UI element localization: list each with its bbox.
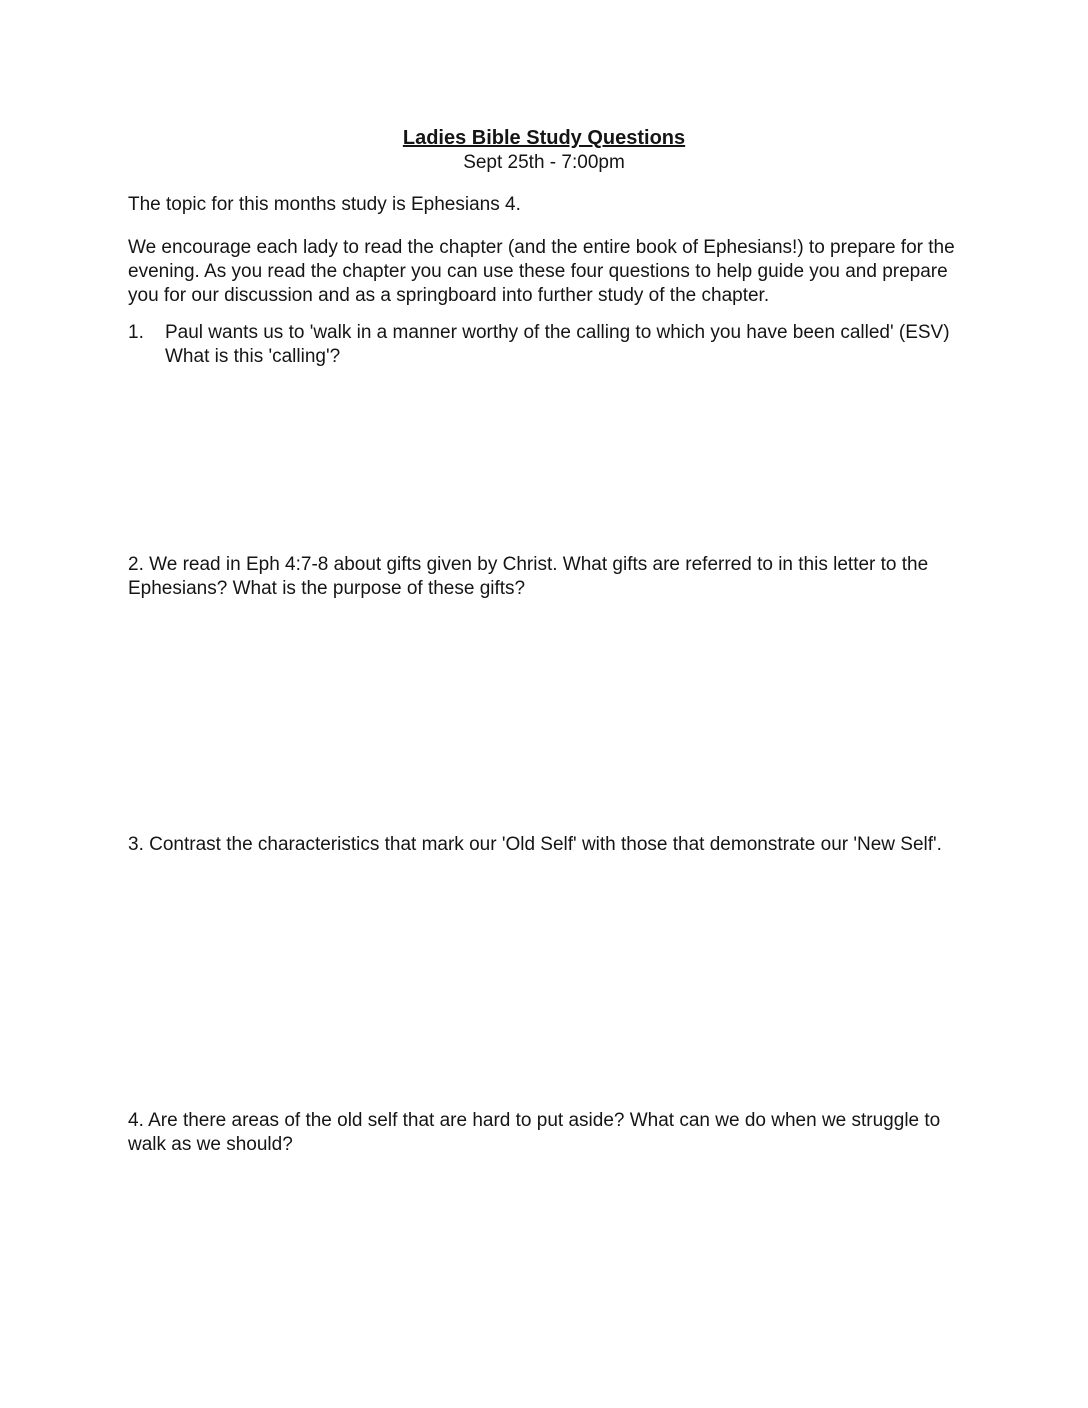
- document-header: [0, 126, 1088, 175]
- question-number: 2.: [128, 554, 144, 575]
- question-item-1: [128, 321, 958, 369]
- topic-line: The topic for this months study is Ephesians 4.: [128, 194, 521, 215]
- question-text: Are there areas of the old self that are hard to put aside? What can we do when we struggle to walk as we should?: [128, 1110, 941, 1155]
- date-time-line: Sept 25th - 7:00pm: [463, 152, 625, 173]
- question-item-2: [128, 553, 958, 601]
- question-text: Contrast the characteristics that mark our 'Old Self' with those that demonstrate our 'New Self'.: [149, 834, 942, 855]
- question-number: 1.: [128, 322, 144, 343]
- page-title: Ladies Bible Study Questions: [402, 127, 686, 149]
- question-item-4: [128, 1109, 958, 1157]
- question-number: 4.: [128, 1110, 144, 1131]
- question-item-3: [128, 833, 958, 857]
- intro-paragraph: We encourage each lady to read the chapter (and the entire book of Ephesians!) to prepare for the evening. As you read the chapter you can use these four questions to help guide you and prepare you for our discussion and as a springboard into further study of the chapter.: [128, 237, 955, 306]
- question-number: 3.: [128, 834, 144, 855]
- question-text: Paul wants us to 'walk in a manner worthy of the calling to which you have been called' (ESV) What is this 'calling'?: [165, 322, 950, 367]
- question-text: We read in Eph 4:7-8 about gifts given by Christ. What gifts are referred to in this letter to the Ephesians? What is the purpose of these gifts?: [128, 554, 929, 599]
